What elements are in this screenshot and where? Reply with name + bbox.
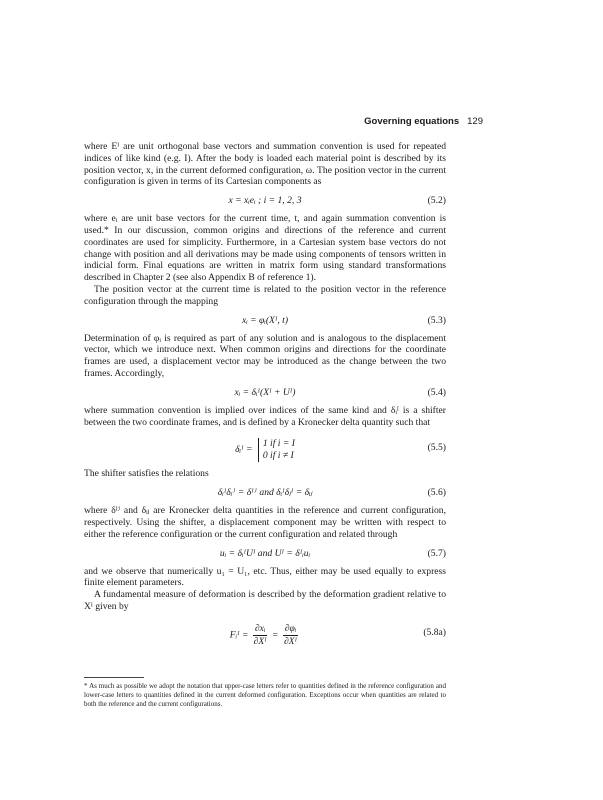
fraction xyxy=(253,623,268,648)
paragraph: where summation convention is implied over indices of the same kind and δᵢᴵ is a shifter between the two coordinate frames, and is defined by a Kronecker delta quantity such that xyxy=(84,404,446,428)
equation-body: δᵢᴵδᵢᴶ = δᴵᴶ and δᵢᴵδⱼᴵ = δᵢⱼ xyxy=(217,487,313,499)
running-header xyxy=(364,116,483,127)
paragraph: where δᴵᴶ and δᵢⱼ are Kronecker delta quantities in the reference and current configuration, respectively. Using the shifter, a displacement component may be written with respect to either the reference configuration or the current configuration and related through xyxy=(84,505,446,540)
equation-body: uᵢ = δᵢᴵUᴵ and Uᴵ = δᴵᵢuᵢ xyxy=(219,547,311,559)
paragraph: where Eᴵ are unit orthogonal base vectors and summation convention is used for repeated indices of like kind (e.g. I). After the body is loaded each material point is described by its position vector, x, in the current deformed configuration, ω. The position vector in the current configuration is given in terms of its Cartesian components as xyxy=(84,141,446,188)
equation-lhs: Fᵢᴵ = xyxy=(229,629,249,641)
equals-sign: = xyxy=(271,629,279,641)
equation-5-5 xyxy=(84,431,446,465)
footnote: * As much as possible we adopt the notation that upper-case letters refer to quantities defined in the reference configuration and lower-case letters to quantities defined in the current deformed configuration. Exceptions occur when quantities are related to both the reference and the current configurations. xyxy=(84,682,446,708)
numerator: ∂φᵢ xyxy=(284,622,297,634)
numerator: ∂xᵢ xyxy=(254,622,266,634)
equation-5-8a xyxy=(84,616,446,650)
equation-body: xᵢ = δᵢᴵ(Xᴵ + Uᴵ) xyxy=(234,386,296,398)
page-number: 129 xyxy=(467,116,483,127)
denominator: ∂Xᴵ xyxy=(283,635,298,647)
cases-brace xyxy=(258,438,295,462)
equation-5-7 xyxy=(84,544,446,563)
equation-number: (5.7) xyxy=(427,547,446,559)
fraction xyxy=(283,623,299,648)
equation-body: xᵢ = φᵢ(Xᴵ, t) xyxy=(241,314,289,326)
equation-lhs: δᵢᴵ = xyxy=(235,444,253,456)
equation-number: (5.8a) xyxy=(423,626,446,638)
paragraph: A fundamental measure of deformation is described by the deformation gradient relative to Xᴵ given by xyxy=(84,589,446,612)
equation-number: (5.3) xyxy=(427,314,446,326)
body-text xyxy=(84,141,446,653)
equation-number: (5.5) xyxy=(427,442,446,454)
paragraph: where eᵢ are unit base vectors for the current time, t, and again summation convention is used.* In our discussion, common origins and directions of the reference and current coordinates are used for simplicity. Furthermore, in a Cartesian system base vectors do not change with position and all derivations may be made using components of tensors written in indicial form. Final equations are written in matrix form using standard transformations described in Chapter 2 (see also Appendix B of reference 1). xyxy=(84,213,446,284)
denominator: ∂Xᴵ xyxy=(253,635,267,647)
equation-number: (5.4) xyxy=(427,386,446,398)
equation-number: (5.6) xyxy=(427,487,446,499)
paragraph: and we observe that numerically u₁ = U₁, etc. Thus, either may be used equally to express finite element parameters. xyxy=(84,565,446,589)
equation-5-4 xyxy=(84,383,446,402)
equation-5-6 xyxy=(84,483,446,502)
equation-5-2 xyxy=(84,191,446,210)
case-line: 0 if i ≠ I xyxy=(262,450,294,462)
footnote-rule xyxy=(84,677,144,678)
equation-body xyxy=(84,438,446,462)
equation-body xyxy=(84,623,446,648)
paragraph: The position vector at the current time is related to the position vector in the reference configuration through the mapping xyxy=(84,283,446,307)
paragraph: Determination of φᵢ is required as part of any solution and is analogous to the displacement vector, which we introduce next. When common origins and directions for the coordinate frames are used, a displacement vector may be introduced as the change between the two frames. Accordingly, xyxy=(84,332,446,379)
case-line: 1 if i = I xyxy=(262,438,295,450)
equation-body: x = xᵢeᵢ ; i = 1, 2, 3 xyxy=(228,195,302,207)
equation-number: (5.2) xyxy=(427,195,446,207)
paragraph: The shifter satisfies the relations xyxy=(84,468,209,480)
header-title: Governing equations xyxy=(364,116,460,127)
equation-5-3 xyxy=(84,311,446,330)
